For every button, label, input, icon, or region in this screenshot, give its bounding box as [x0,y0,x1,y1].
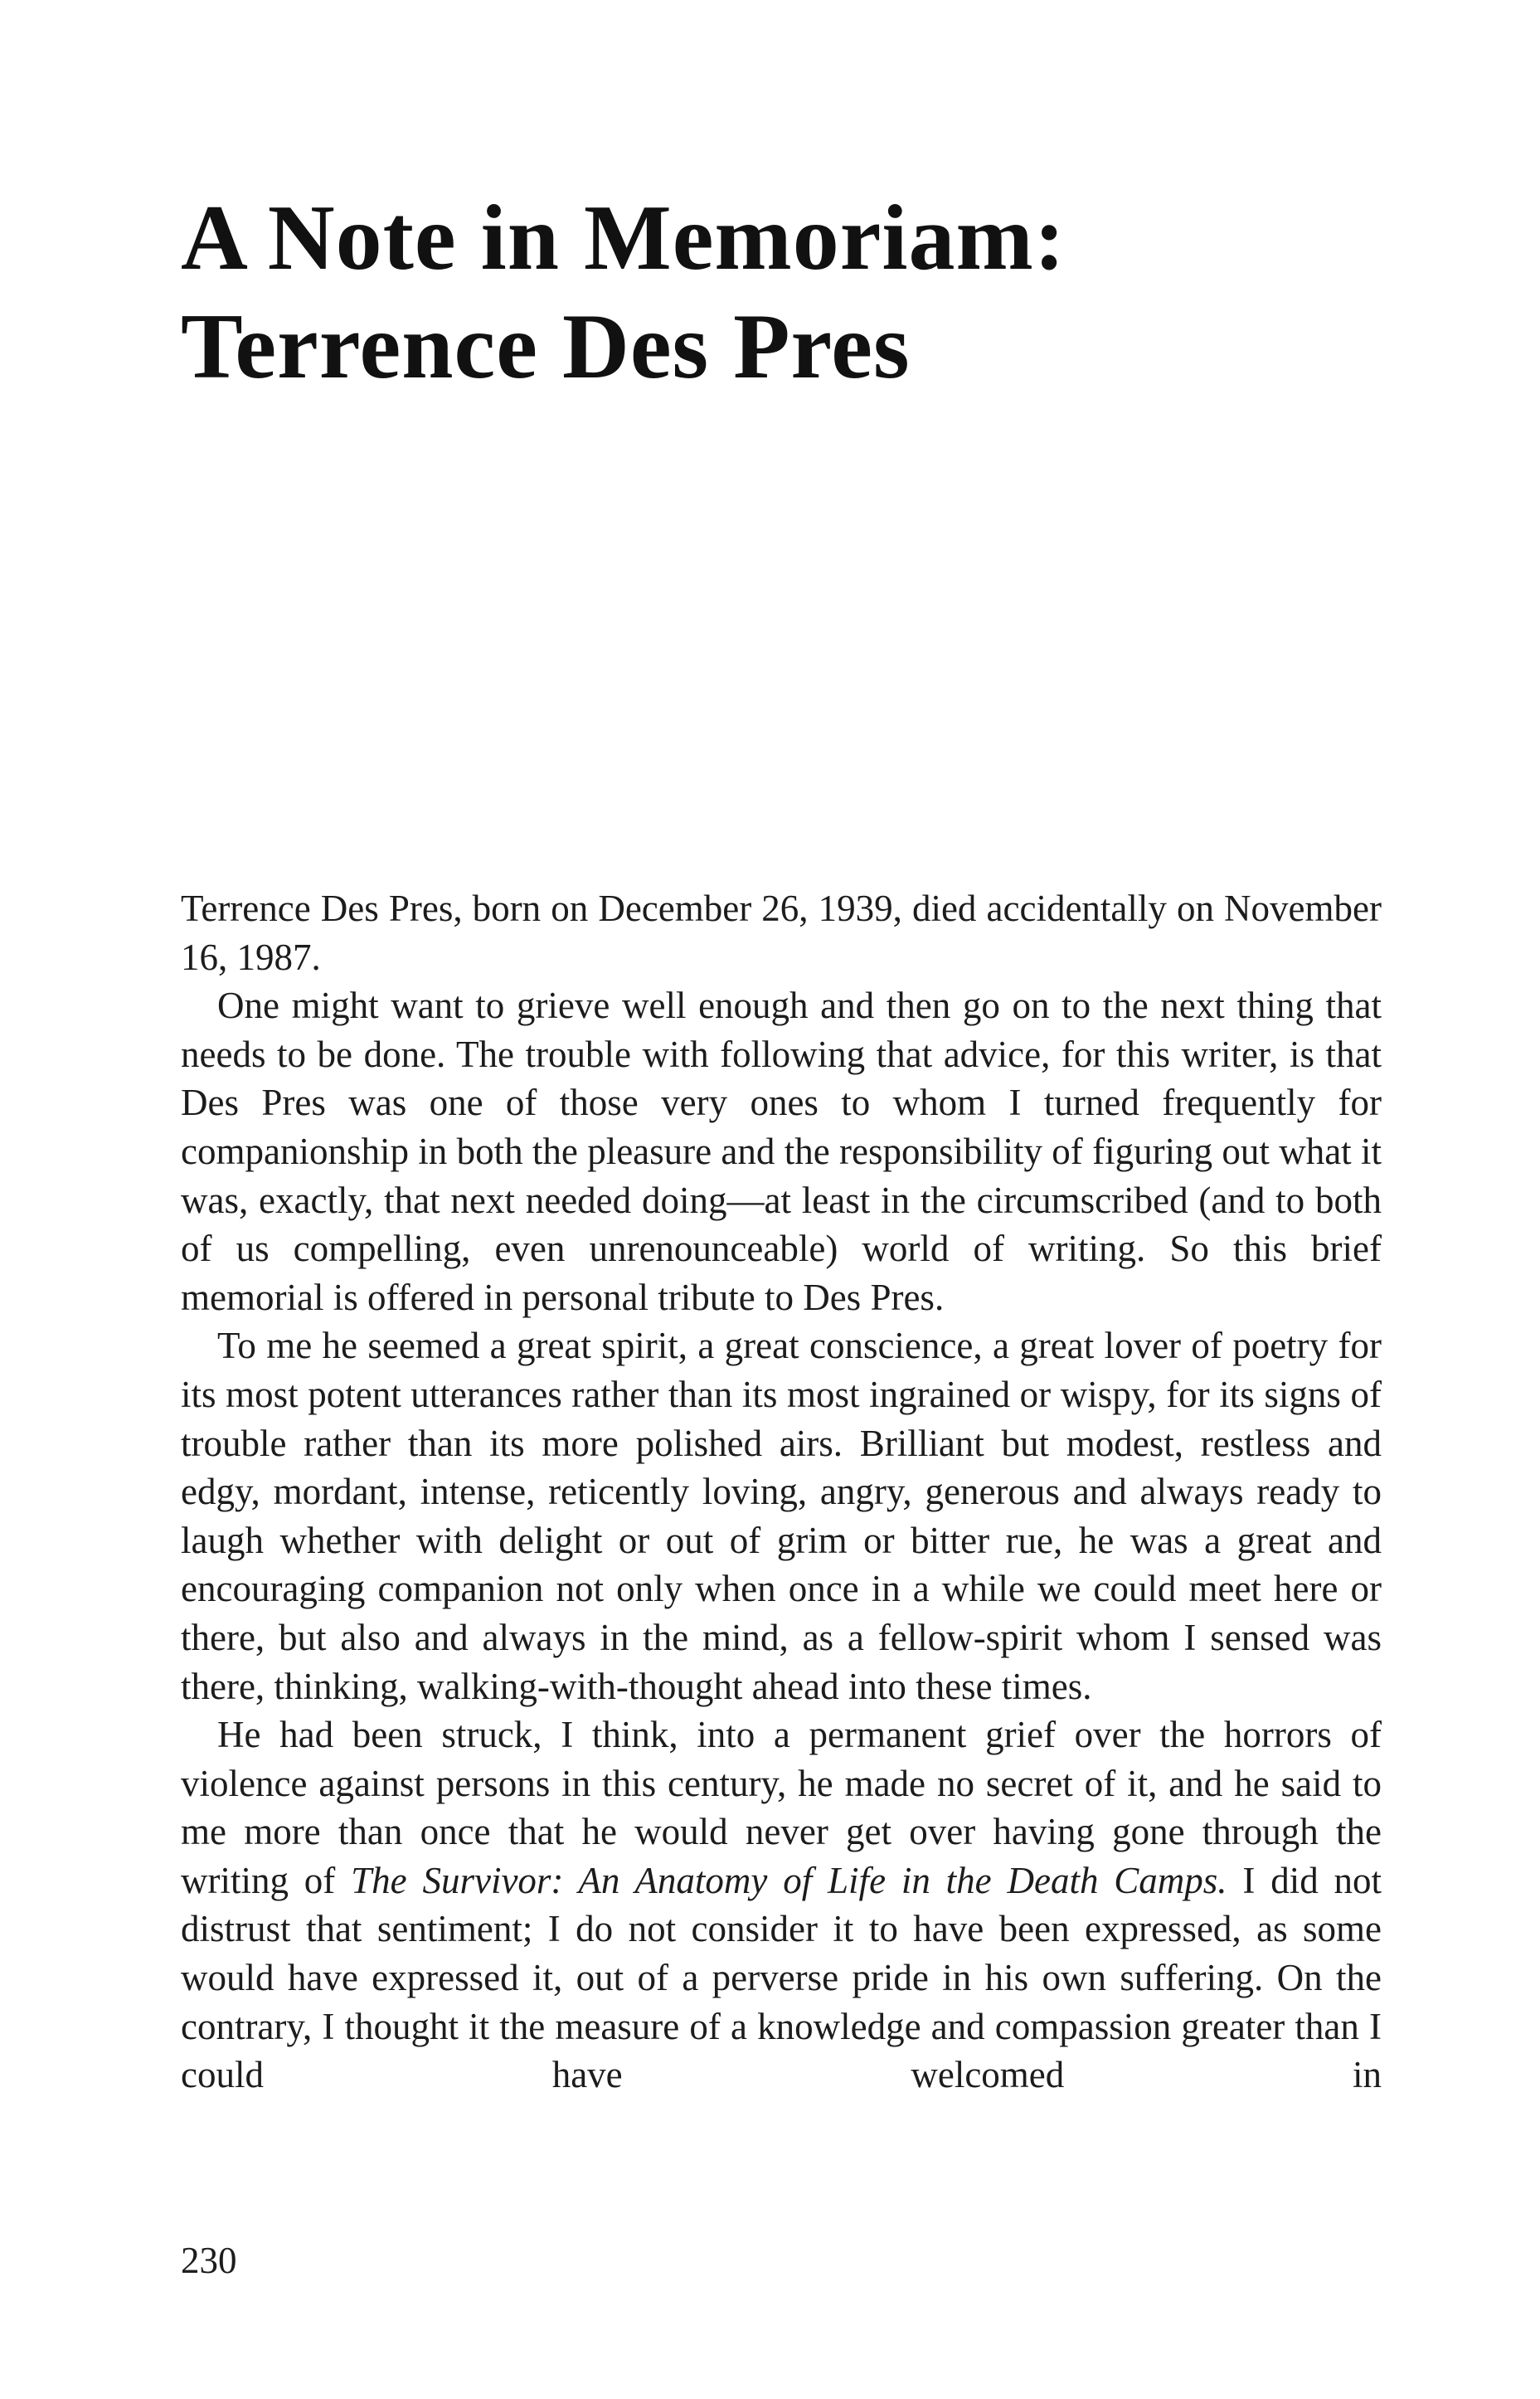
paragraph-4-start: He had been struck, I think, into a permanent grief over the horrors of violence against persons in this century, he made no secret of it, and he said to me more than once that he would never get over having gone through the writing of [181,1714,1382,1901]
article-title-line-1: A Note in Memoriam: [181,187,1066,290]
paragraph-3: To me he seemed a great spirit, a great conscience, a great lover of poetry for its most potent utterances rather than its most ingrained or wispy, for its signs of trouble rather than its more polished airs. Brilliant but modest, restless and edgy, mordant, intense, reticently loving, angry, generous and always ready to laugh whether with delight or out of grim or bitter rue, he was a great and encouraging companion not only when once in a while we could meet here or there, but also and always in the mind, as a fellow-spirit whom I sensed was there, thinking, walking-with-thought ahead into these times. [181,1325,1382,1707]
paragraph-1: Terrence Des Pres, born on December 26, 1939, died accidentally on November 16, 1987. [181,888,1382,978]
article-title [181,184,1383,401]
paragraph-4-end: I did not distrust that sentiment; I do not consider it to have been expressed, as some would have expressed it, out of a perverse pride in his own suffering. On the contrary, I thought it the measure of a knowledge and compassion greater than I could have welcomed in [181,1859,1382,2096]
paragraph-4 [181,1710,1382,2100]
book-title: The Survivor: An Anatomy of Life in the Death Camps. [351,1859,1227,1901]
article-title-line-2: Terrence Des Pres [181,295,911,398]
paragraph-2: One might want to grieve well enough and then go on to the next thing that needs to be done. The trouble with following that advice, for this writer, is that Des Pres was one of those very ones to whom I turned frequently for companionship in both the pleasure and the responsibility of figuring out what it was, exactly, that next needed doing—at least in the circumscribed (and to both of us compelling, even unrenounceable) world of writing. So this brief memorial is offered in personal tribute to Des Pres. [181,985,1382,1318]
article-body [181,884,1382,2100]
page-number: 230 [181,2240,237,2281]
